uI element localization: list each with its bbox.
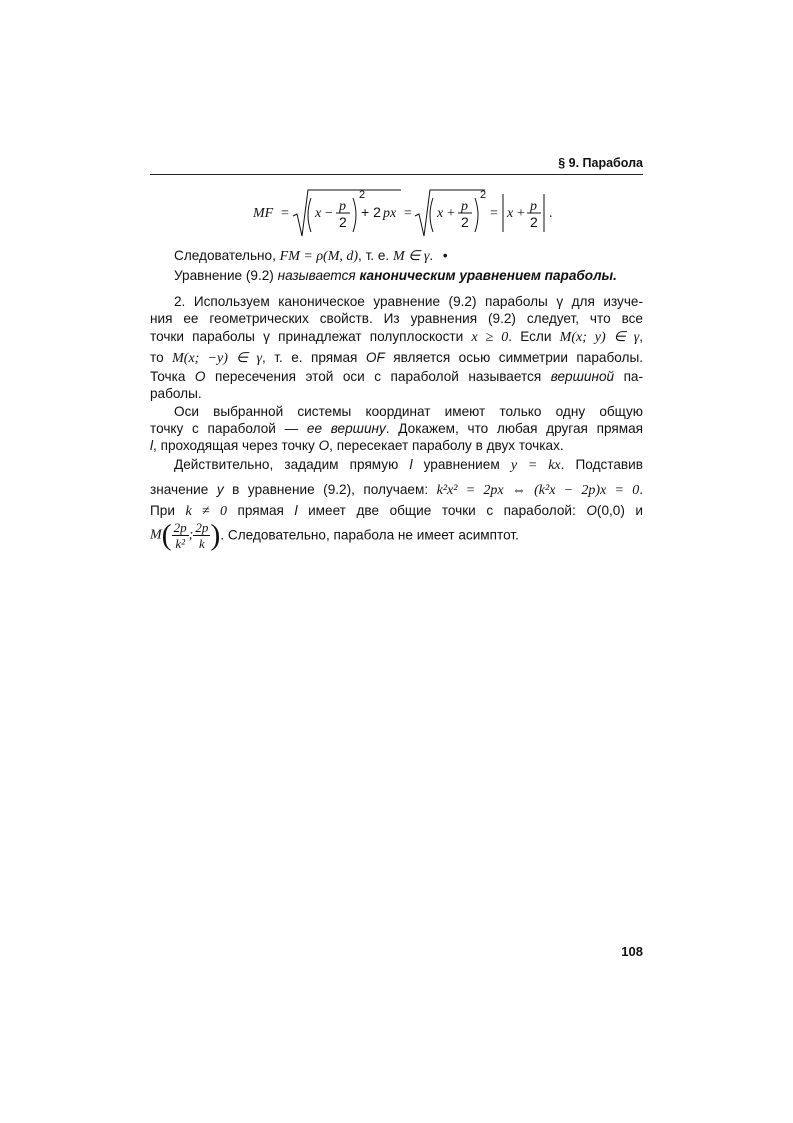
para3-l3-rest: , пересекает параболу в двух точках.: [329, 438, 564, 453]
para2-l4-to: то: [150, 350, 164, 365]
para4-l3-text: имеет две общие точки с параболой:: [308, 503, 576, 518]
para2-line2: ния ее геометрических свойств. Из уравнения (9.2) следует, что все: [150, 311, 643, 326]
para4-l2-period: .: [639, 482, 643, 497]
definition-bold: каноническим уравнением параболы.: [359, 268, 617, 283]
para3-line2: [150, 421, 643, 438]
para4-l1-rest: . Подставив: [560, 457, 643, 472]
para4-l3-neq: k ≠ 0: [185, 504, 227, 519]
para2-l3-comma: ,: [639, 329, 644, 344]
para4-line3: [150, 503, 643, 521]
para4-l1-eq: y = kx: [510, 458, 561, 473]
para3-line1: Оси выбранной системы координат имеют только одну общую: [174, 404, 643, 419]
para3-l2-text: точку с параболой —: [150, 421, 299, 436]
paren-close-1: [353, 198, 356, 232]
formula-den2: 2: [461, 214, 469, 230]
page-number: 108: [621, 944, 643, 959]
paren-close-2: [475, 198, 478, 232]
frac-1-den: k²: [175, 536, 185, 551]
definition-italic: называется: [277, 268, 356, 283]
formula-x3: x: [507, 206, 514, 221]
frac-2-num: 2p: [195, 520, 209, 535]
para4-l1-text2: уравнением: [423, 457, 500, 472]
frac-2-den: k: [198, 536, 205, 551]
paren-close-m: ): [210, 518, 221, 552]
para4-line1: [174, 457, 643, 475]
para4-l3-rest: (0,0) и: [596, 503, 644, 518]
para2-line1: 2. Используем каноническое уравнение (9.2) параболы γ для изуче-: [174, 294, 643, 309]
frac-2: [193, 520, 210, 551]
formula-plus2: + 2: [361, 204, 381, 220]
para2-l3-text: точки параболы γ принадлежат полуплоскости: [150, 329, 464, 344]
frac-1-num: 2p: [173, 520, 187, 535]
formula-mf: MF: [253, 206, 274, 221]
para4-l4-rest: . Следовательно, парабола не имеет асимптот.: [220, 527, 519, 543]
formula-minus1: −: [325, 206, 333, 221]
conclusion-formula: FM = ρ(M, d): [279, 249, 359, 264]
para2-line6: раболы.: [150, 386, 202, 401]
conclusion-suffix: .: [429, 248, 434, 263]
formula-eq2: =: [404, 206, 412, 221]
para2-l4-text: , т. е. прямая: [261, 350, 358, 365]
para4-l1-l: l: [409, 457, 413, 472]
paren-open-m: (: [161, 518, 172, 552]
para2-line5: [150, 369, 643, 386]
formula-den3: 2: [530, 214, 538, 230]
conclusion-formula2: M ∈ γ: [392, 249, 430, 264]
para4-l4-m: M: [150, 527, 162, 543]
para4-line4: [150, 520, 643, 551]
para4-l3-l: l: [294, 503, 298, 518]
formula-plus-2: +: [447, 206, 455, 221]
para3-l2-rest: . Докажем, что любая другая прямая: [385, 421, 643, 436]
conclusion-mid: , т. е.: [358, 248, 390, 263]
para4-l3-o: O: [586, 503, 597, 518]
para2-l5-o: O: [194, 369, 206, 384]
formula-px: px: [383, 206, 397, 221]
formula-eq3: =: [490, 206, 498, 221]
para2-l3-point: M(x; y) ∈ γ: [559, 330, 640, 345]
para2-l4-rest: является осью симметрии параболы.: [393, 350, 643, 365]
conclusion-line: [174, 248, 643, 266]
formula-p1: p: [339, 199, 346, 214]
section-header: § 9. Парабола: [558, 156, 643, 170]
para2-l5-text: пересечения этой оси с параболой называется: [214, 369, 542, 384]
formula-x2: x: [437, 206, 444, 221]
para2-l3-esli: . Если: [508, 329, 552, 344]
para2-l4-point: M(x; −y) ∈ γ: [172, 351, 262, 366]
para4-l2-text2: в уравнение (9.2), получаем:: [232, 482, 429, 497]
paren-open-2: [430, 198, 433, 232]
para4-l2-y: y: [216, 482, 224, 497]
paren-open-1: [308, 198, 311, 232]
para2-l5-pa: па-: [623, 369, 644, 384]
formula-sq1: 2: [359, 189, 366, 201]
para3-l3-l: l: [150, 438, 154, 453]
para3-line3: [150, 438, 643, 455]
para4-l1-text: Действительно, зададим прямую: [174, 457, 399, 472]
frac-sep: ;: [188, 527, 194, 543]
para2-line4: [150, 350, 643, 368]
para4-l3-pri: При: [150, 503, 175, 518]
para2-line3: [150, 329, 643, 347]
header-rule: [150, 174, 643, 175]
para3-l2-italic: ее вершину: [306, 421, 386, 436]
para2-l5-vershinoi: вершиной: [550, 369, 615, 384]
conclusion-prefix: Следовательно,: [174, 248, 276, 263]
para4-line2: [150, 482, 643, 500]
para2-l5-tochka: Точка: [150, 369, 186, 384]
formula-sq2: 2: [480, 189, 487, 201]
formula-x1: x: [315, 206, 322, 221]
formula-p3: p: [530, 199, 537, 214]
para3-l3-o: O: [318, 438, 330, 453]
frac-1: [172, 520, 189, 551]
para4-l2-eq: k²x² = 2px ⇔ (k²x − 2p)x = 0: [436, 483, 640, 498]
para2-l3-ineq: x ≥ 0: [471, 330, 509, 345]
mf-formula: [253, 186, 563, 242]
formula-period: .: [549, 206, 553, 221]
para4-l3-pryamaya: прямая: [237, 503, 284, 518]
para4-l2-text: значение: [150, 482, 209, 497]
end-of-proof-bullet: •: [442, 248, 448, 263]
formula-den1: 2: [339, 214, 347, 230]
para2-l4-of: OF: [365, 350, 385, 365]
formula-plus-3: +: [517, 206, 525, 221]
definition-prefix: Уравнение (9.2): [174, 268, 274, 283]
para3-l3-text: , проходящая через точку: [153, 438, 315, 453]
formula-eq1: =: [281, 206, 289, 221]
formula-p2: p: [461, 199, 468, 214]
definition-line: [174, 268, 643, 285]
